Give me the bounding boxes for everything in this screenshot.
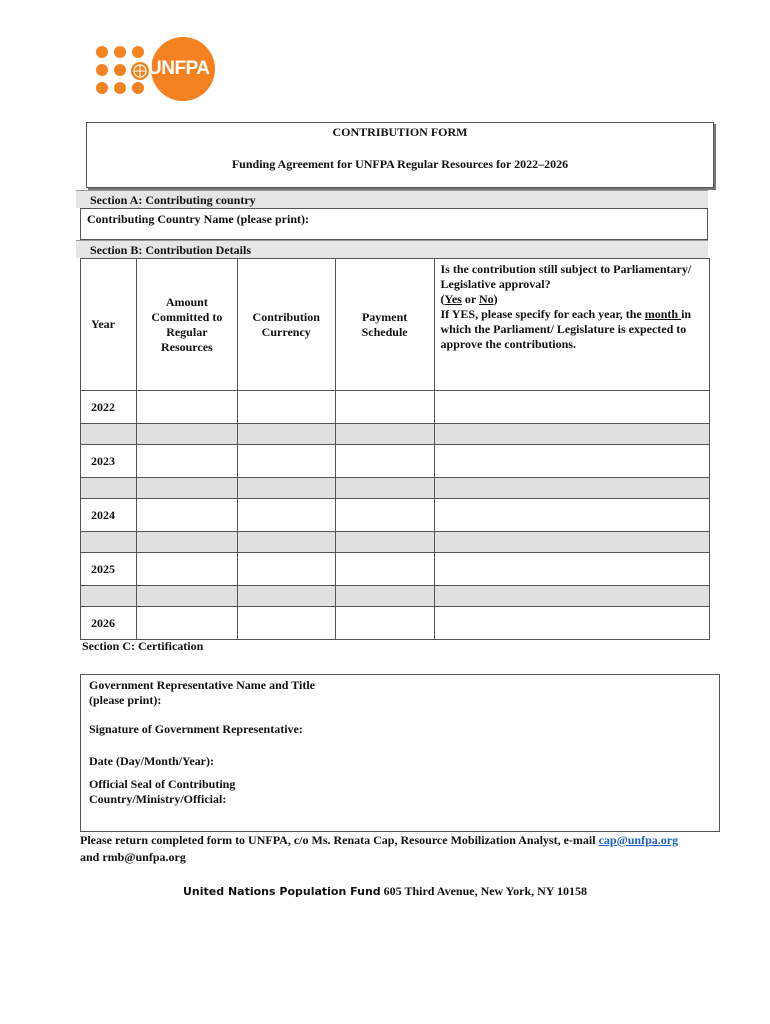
year-cell: 2023 <box>81 445 137 478</box>
seal-label[interactable]: Official Seal of Contributing Country/Ministry/Official: <box>89 777 236 806</box>
approval-cell[interactable] <box>434 607 709 640</box>
approval-cell[interactable] <box>434 391 709 424</box>
amount-cell[interactable] <box>136 391 237 424</box>
approval-cell[interactable] <box>434 445 709 478</box>
year-cell: 2025 <box>81 553 137 586</box>
currency-cell[interactable] <box>237 499 335 532</box>
certification-box <box>80 674 720 832</box>
spacer-row <box>81 586 710 607</box>
spacer-row <box>81 478 710 499</box>
email-link-cap[interactable]: cap@unfpa.org <box>598 833 679 847</box>
unfpa-logo <box>92 44 210 100</box>
amount-cell[interactable] <box>136 445 237 478</box>
year-cell: 2022 <box>81 391 137 424</box>
year-cell: 2024 <box>81 499 137 532</box>
schedule-cell[interactable] <box>335 445 434 478</box>
contribution-table <box>80 258 710 640</box>
col-year: Year <box>81 259 137 391</box>
spacer-row <box>81 424 710 445</box>
table-row <box>81 553 710 586</box>
return-note: Please return completed form to UNFPA, c/o Ms. Renata Cap, Resource Mobilization Analyst, e-mail cap@unfpa.org and rmb@unfpa.org <box>80 833 679 864</box>
schedule-cell[interactable] <box>335 607 434 640</box>
year-cell: 2026 <box>81 607 137 640</box>
col-schedule: Payment Schedule <box>335 259 434 391</box>
rep-name-label[interactable]: Government Representative Name and Title (please print): <box>89 678 315 707</box>
schedule-cell[interactable] <box>335 391 434 424</box>
col-amount: Amount Committed to Regular Resources <box>136 259 237 391</box>
form-title-box <box>86 122 714 188</box>
table-header-row <box>81 259 710 391</box>
amount-cell[interactable] <box>136 499 237 532</box>
approval-cell[interactable] <box>434 499 709 532</box>
date-label[interactable]: Date (Day/Month/Year): <box>89 754 214 768</box>
country-name-field[interactable] <box>80 208 708 240</box>
currency-cell[interactable] <box>237 391 335 424</box>
table-row <box>81 391 710 424</box>
amount-cell[interactable] <box>136 553 237 586</box>
table-row <box>81 445 710 478</box>
spacer-row <box>81 532 710 553</box>
currency-cell[interactable] <box>237 445 335 478</box>
table-row <box>81 607 710 640</box>
currency-cell[interactable] <box>237 553 335 586</box>
footer-address: United Nations Population Fund 605 Third Avenue, New York, NY 10158 <box>183 884 587 898</box>
approval-cell[interactable] <box>434 553 709 586</box>
form-subtitle: Funding Agreement for UNFPA Regular Resources for 2022–2026 <box>231 157 569 171</box>
schedule-cell[interactable] <box>335 499 434 532</box>
section-b-heading: Section B: Contribution Details <box>76 240 708 258</box>
amount-cell[interactable] <box>136 607 237 640</box>
col-currency: Contribution Currency <box>237 259 335 391</box>
logo-text: UNFPA <box>148 58 210 79</box>
signature-label[interactable]: Signature of Government Representative: <box>89 722 303 736</box>
col-parliamentary-approval: Is the contribution still subject to Parliamentary/ Legislative approval? (Yes or No) If YES, please specify for each year, the month in which the Parliament/ Legislature is expected to approve the contributions. <box>434 259 709 391</box>
currency-cell[interactable] <box>237 607 335 640</box>
section-c-heading: Section C: Certification <box>82 639 204 653</box>
table-row <box>81 499 710 532</box>
country-name-label: Contributing Country Name (please print): <box>87 212 309 226</box>
form-title: CONTRIBUTION FORM <box>332 125 468 139</box>
schedule-cell[interactable] <box>335 553 434 586</box>
section-a-heading: Section A: Contributing country <box>76 190 708 208</box>
